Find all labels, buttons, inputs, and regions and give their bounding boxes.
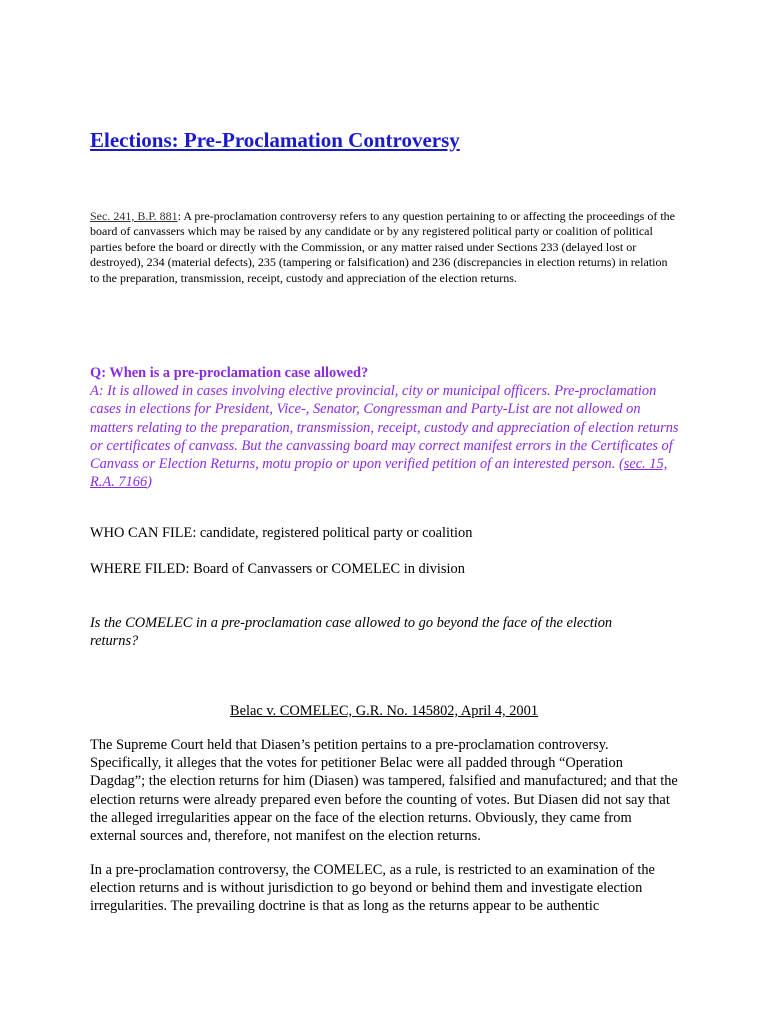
qa-reference-link[interactable]: sec. 15, R.A. 7166 [90,456,668,491]
section-definition-text: : A pre-proclamation controversy refers to any question pertaining to or affecting the proceedings of the board of canvassers which may be raised by any candidate or by any registered political party or coalition of political parties before the board or directly with the Commission, or any matter raised under Sections 233 (delayed lost or destroyed), 234 (material defects), 235 (tampering or falsification) and 236 (discrepancies in election returns) in relation to the preparation, transmission, receipt, custody and appreciation of the election returns. [90,209,675,285]
where-filed-text: WHERE FILED: Board of Canvassers or COMELEC in division [90,561,465,577]
question-comelec-text: Is the COMELEC in a pre-proclamation case allowed to go beyond the face of the election returns? [90,615,613,650]
who-can-file-text: WHO CAN FILE: candidate, registered political party or coalition [90,525,473,541]
qa-question: Q: When is a pre-proclamation case allowed? [90,365,369,381]
section-definition-paragraph [90,209,678,286]
page-title: Elections: Pre-Proclamation Controversy [90,128,460,152]
section-reference-link[interactable]: Sec. 241, B.P. 881 [90,209,178,223]
qa-block [90,364,680,491]
case-paragraph-2: In a pre-proclamation controversy, the COMELEC, as a rule, is restricted to an examination of the election returns and is without jurisdiction to go beyond or behind them and investigate election irregularities. The prevailing doctrine is that as long as the returns appear to be authentic [90,862,655,915]
qa-answer-text: A: It is allowed in cases involving elective provincial, city or municipal officers. Pre-proclamation cases in elections for President, Vice-, Senator, Congressman and Party-List are not allowed on matters relating to the preparation, transmission, receipt, custody and appreciation of election returns or certificates of canvass. But the canvassing board may correct manifest errors in the Certificates of Canvass or Election Returns, motu propio or upon verified petition of an interested person. ( [90,383,679,473]
case-paragraph-1: The Supreme Court held that Diasen’s petition pertains to a pre-proclamation controversy. Specifically, it alleges that the votes for petitioner Belac were all padded through “Operation Dagdag”; the election returns for him (Diasen) was tampered, falsified and manufactured; and that the election returns were already prepared even before the counting of votes. But Diasen did not say that the alleged irregularities appear on the face of the election returns. Obviously, they came from external sources and, therefore, not manifest on the election returns. [90,737,678,845]
qa-answer-close: ) [147,474,152,491]
case-title: Belac v. COMELEC, G.R. No. 145802, April 4, 2001 [229,703,539,719]
qa-answer [90,383,679,490]
